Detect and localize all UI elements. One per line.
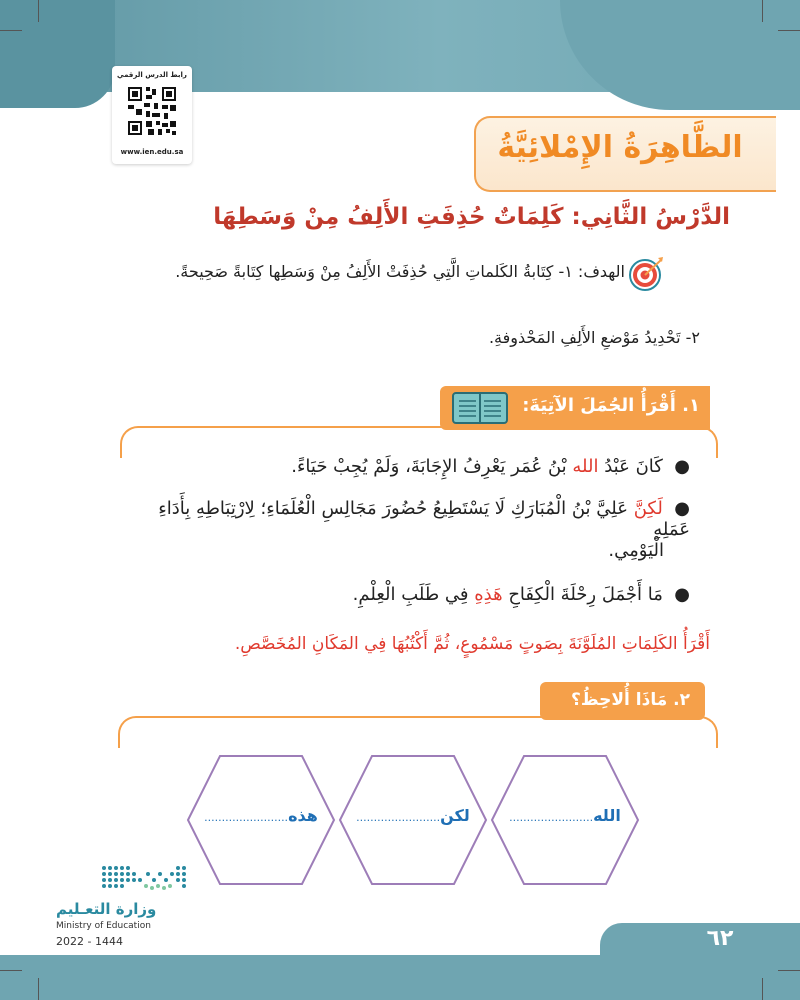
ministry-name-ar: وزارة التعـليم — [56, 900, 157, 918]
sentence-1-highlight: الله — [572, 456, 599, 477]
sentence-3-highlight: هَذِهِ — [474, 584, 503, 605]
sentence-2-highlight: لَكِنَّ — [633, 498, 663, 519]
sentence-3 — [150, 584, 690, 605]
qr-code-icon[interactable] — [126, 85, 178, 137]
section-1-label: ١. أَقْرَأُ الجُمَلَ الآتِيَةَ: — [522, 395, 700, 416]
page-title: الظَّاهِرَةُ الإِمْلائِيَّةُ — [497, 130, 743, 165]
crop-mark — [778, 30, 800, 31]
sentence-3-after: فِي طَلَبِ الْعِلْمِ. — [352, 584, 475, 605]
bullet-icon: ● — [662, 456, 690, 477]
bullet-icon: ● — [662, 498, 690, 519]
crop-mark — [0, 970, 22, 971]
hex-word-1-text: الله — [593, 806, 621, 825]
sentence-1-after: بْنُ عُمَر يَعْرِفُ الإِجَابَةَ، وَلَمْ يُجِبْ حَيَاءً. — [291, 456, 573, 477]
hex-word-2-text: لكن — [440, 806, 470, 825]
page-number: ٦٢ — [706, 926, 734, 951]
section-2-frame — [118, 716, 718, 748]
goal-line-1: الهدف: ١- كِتَابةُ الكَلماتِ الَّتِي حُذِفَتْ الأَلِفُ مِنْ وَسَطِها كِتَابةً صَحِيحةً. — [175, 262, 625, 281]
qr-caption: رابط الدرس الرقمي — [117, 71, 187, 79]
instruction-text: أَقْرَأُ الكَلِمَاتِ المُلَوَّنَةَ بِصَوتٍ مَسْمُوعٍ، ثُمَّ أَكْتُبُهَا فِي المَكَانِ المُخَصَّصِ. — [234, 634, 710, 654]
top-banner-left-curve — [0, 0, 115, 108]
bullet-icon: ● — [662, 584, 690, 605]
goal-line-2: ٢- تَحْدِيدُ مَوْضعِ الأَلِفِ المَحْذوفةِ. — [488, 328, 700, 347]
crop-mark — [0, 30, 22, 31]
hex-word-3[interactable] — [196, 806, 326, 825]
lesson-title: الدَّرْسُ الثَّانِي: كَلِمَاتٌ حُذِفَتِ الأَلِفُ مِنْ وَسَطِهَا — [213, 204, 730, 230]
target-icon — [628, 256, 664, 292]
crop-mark — [38, 0, 39, 22]
hex-word-3-dots: ........................ — [204, 811, 289, 824]
crop-mark — [762, 978, 763, 1000]
sentence-1-before: كَانَ عَبْدُ — [598, 456, 663, 477]
ministry-name-en: Ministry of Education — [56, 921, 151, 931]
ministry-year: 2022 - 1444 — [56, 935, 123, 948]
ministry-logo-icon — [100, 862, 190, 898]
sentence-2-after: عَلِيَّ بْنُ الْمُبَارَكِ لَا يَسْتَطِيعُ حُضُورَ مَجَالِسِ الْعُلَمَاءِ؛ لِارْتِبَاطِهِ بِأَدَاءِ عَمَلِهِ — [158, 498, 690, 540]
crop-mark — [778, 970, 800, 971]
hex-word-2-dots: ........................ — [356, 811, 441, 824]
section-1-frame — [120, 426, 718, 458]
hex-word-1[interactable] — [500, 806, 630, 825]
sentence-2-cont-text: الْيَوْمِي. — [608, 540, 664, 561]
sentence-1 — [150, 456, 690, 477]
section-2-label: ٢. مَاذَا أُلاحِظُ؟ — [571, 690, 690, 710]
hex-word-1-dots: ........................ — [509, 811, 594, 824]
top-banner-right-curve — [560, 0, 800, 110]
hex-word-3-text: هذه — [288, 806, 318, 825]
crop-mark — [38, 978, 39, 1000]
sentence-2-continued — [120, 540, 690, 561]
sentence-3-before: مَا أَجْمَلَ رِحْلَةَ الْكِفَاحِ — [502, 584, 663, 605]
qr-url[interactable]: www.ien.edu.sa — [120, 148, 184, 156]
crop-mark — [762, 0, 763, 22]
sentence-2 — [120, 498, 690, 540]
open-book-icon — [452, 391, 508, 425]
hex-word-2[interactable] — [348, 806, 478, 825]
